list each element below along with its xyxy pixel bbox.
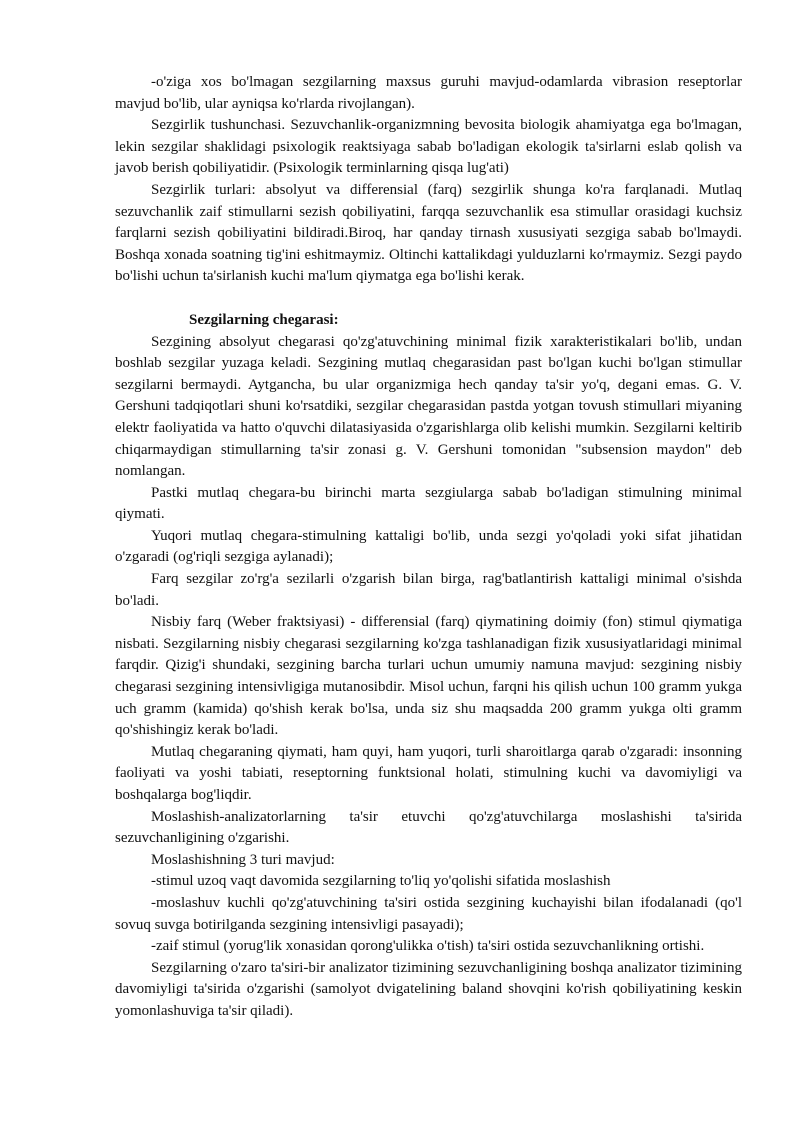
list-item-adaptation-2: -moslashuv kuchli qo'zg'atuvchining ta'siri ostida sezgining kuchayishi bilan ifodalanadi (qo'l sovuq suvga botirilganda sezgining intensivligi pasayadi);	[115, 894, 742, 933]
list-item-adaptation-3: -zaif stimul (yorug'lik xonasidan qorong'ulikka o'tish) ta'siri ostida sezuvchanlikning ortishi.	[151, 938, 705, 955]
paragraph-threshold-value: Mutlaq chegaraning qiymati, ham quyi, ham yuqori, turli sharoitlarga qarab o'zgaradi: insonning faoliyati va yoshi tabiati, reseptorning funktsional holati, stimulning kuchi va davomiyligi va boshqalarga bog'liqdir.	[115, 743, 742, 803]
paragraph-sensitivity-concept: Sezgirlik tushunchasi. Sezuvchanlik-organizmning bevosita biologik ahamiyatga ega bo'lmagan, lekin sezgilar shaklidagi psixologik reaktsiyaga sabab bo'ladigan ekologik ta'sirlarni eslab qolish va javob berish qobiliyatidir. (Psixologik terminlarning qisqa lug'ati)	[115, 117, 742, 177]
paragraph-difference-threshold: Farq sezgilar zo'rg'a sezilarli o'zgarish bilan birga, rag'batlantirish kattaligi minimal o'sishda bo'ladi.	[115, 571, 742, 609]
document-page	[115, 72, 742, 1023]
paragraph-weber-fraction: Nisbiy farq (Weber fraktsiyasi) - differensial (farq) qiymatining doimiy (fon) stimul qiymatiga nisbati. Sezgilarning nisbiy chegarasi sezgilarning ko'zga tashlanadigan fizik xususiyatlaridagi minimal farqdir. Qizig'i shundaki, sezgining barcha turlari uchun umumiy namuna mavjud: sezgining nisbiy chegarasi sezgining intensivligiga mutanosibdir. Misol uchun, farqni his qilish uchun 100 gramm yukga uch gramm (kamida) qo'shish kerak bo'lsa, unda siz shu maqsadda 200 gramm yukga olti gramm qo'shishingiz kerak bo'ladi.	[115, 614, 742, 739]
list-item-adaptation-1: -stimul uzoq vaqt davomida sezgilarning to'liq yo'qolishi sifatida moslashish	[151, 873, 611, 890]
paragraph-upper-threshold: Yuqori mutlaq chegara-stimulning kattaligi bo'lib, unda sezgi yo'qoladi yoki sifat jihatidan o'zgaradi (og'riqli sezgiga aylanadi);	[115, 527, 742, 566]
paragraph-lower-threshold: Pastki mutlaq chegara-bu birinchi marta sezgiularga sabab bo'ladigan stimulning minimal qiymati.	[115, 484, 742, 523]
paragraph-sensitivity-types: Sezgirlik turlari: absolyut va differensial (farq) sezgirlik shunga ko'ra farqlanadi. Mutlaq sezuvchanlik zaif stimullarni sezish qobiliyatini, farqqa sezuvchanlik esa stimullar orasidagi kuchsiz farqlarni sezish qobiliyatini bildiradi.Biroq, har qanday tirnash xususiyati sezgiga sabab bo'lmaydi. Boshqa xonada soatning tig'ini eshitmaymiz. Oltinchi kattalikdagi yulduzlarni ko'rmaymiz. Sezgi paydo bo'lishi uchun ta'sirlanish kuchi ma'lum qiymatga ega bo'lishi kerak.	[115, 181, 742, 285]
paragraph-sensation-interaction: Sezgilarning o'zaro ta'siri-bir analizator tizimining sezuvchanligining boshqa analizator tizimining davomiyligi ta'sirida o'zgarishi (samolyot dvigatelining baland shovqini ko'rish qobiliyatining keskin yomonlashuviga ta'sir qiladi).	[115, 959, 742, 1019]
section-heading: Sezgilarning chegarasi:	[189, 311, 339, 328]
paragraph-adaptation-types: Moslashishning 3 turi mavjud:	[151, 851, 335, 868]
paragraph-absolute-threshold: Sezgining absolyut chegarasi qo'zg'atuvchining minimal fizik xarakteristikalari bo'lib, undan boshlab sezgilar yuzaga keladi. Sezgining mutlaq chegarasidan past bo'lgan kuchi bo'lgan stimullar sezgilarni bermaydi. Aytgancha, bu ular organizmiga hech qanday ta'sir yo'q, degani emas. G. V. Gershuni tadqiqotlari shuni ko'rsatdiki, sezgilar chegarasidan pastda yotgan tovush stimullari miyaning elektr faoliyatida va hatto o'quvchi dilatasiyasida o'zgarishlarga olib kelishi mumkin. Sezgilarni keltirib chiqarmaydigan stimullarning ta'sir zonasi g. V. Gershuni tomonidan "subsension maydon" deb nomlangan.	[115, 333, 742, 480]
paragraph-adaptation-definition: Moslashish-analizatorlarning ta'sir etuvchi qo'zg'atuvchilarga moslashishi ta'sirida sezuvchanligining o'zgarishi.	[115, 808, 742, 847]
paragraph-vibration-receptors: -o'ziga xos bo'lmagan sezgilarning maxsus guruhi mavjud-odamlarda vibrasion reseptorlar mavjud bo'lib, ular ayniqsa ko'rlarda rivojlangan).	[115, 74, 742, 112]
